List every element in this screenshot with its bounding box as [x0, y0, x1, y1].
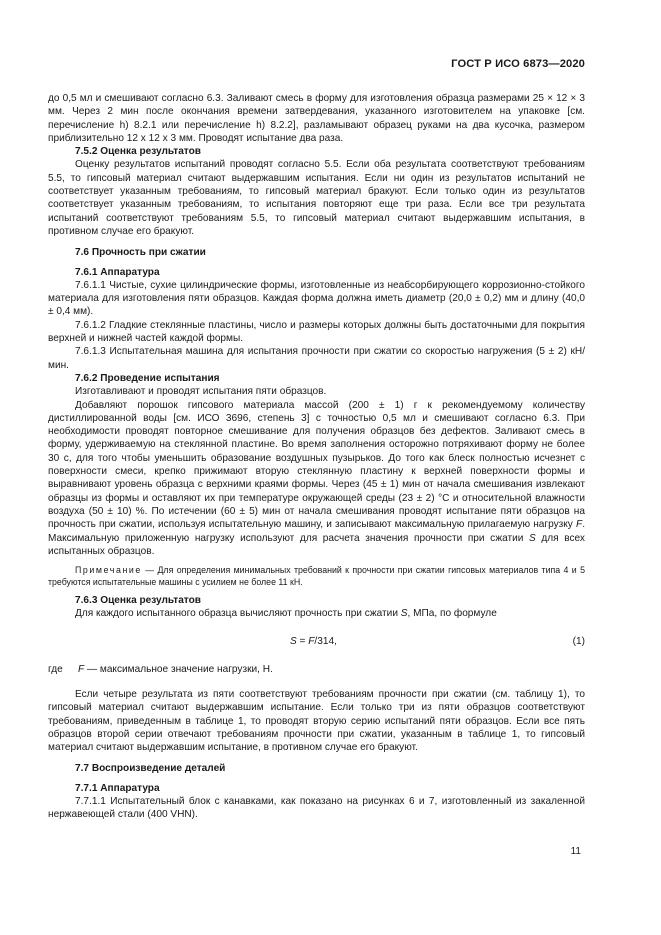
section-heading-7-6-1: 7.6.1 Аппаратура: [75, 266, 160, 278]
text-run: Для каждого испытанного образца вычисляют прочность при сжатии: [75, 608, 398, 620]
text-run: Добавляют порошок гипсового материала массой (200 ± 1) г к рекомендуемому количеству дистиллированной воды [см. ИСО 3696, степень 3] с точностью 0,5 мл и смешивают согласно 6.3. При необходимости проводят повторное смешивание для получения образцов без дефектов. Заливают смесь в форму, удерживаемую на стеклянной пластине. Во время заполнения осторожно потряхивают форму не более 30 с, для того чтобы уменьшить образование воздушных пузырьков. До того как блеск полностью исчезнет с поверхности смеси, крепко прижимают вторую стеклянную пластину к верхней поверхности формы и выравнивают уровень образца с верхними краями формы. Через (45 ± 1) мин от начала смешивания извлекают образцы из формы и оставляют их при температуре окружающей среды (23 ± 2) °С и относительной влажности воздуха (50 ± 10) %. По истечении (60 ± 5) мин от начала смешивания проводят испытание пяти образцов на прочность при сжатии, используя испытательную машину, и записывают максимальную прилагаемую нагрузку: [48, 399, 585, 531]
text-run: , МПа, по формуле: [407, 608, 497, 620]
formula-var-F: F: [308, 635, 315, 647]
where-variable: F: [78, 663, 85, 675]
section-heading-7-6-2: 7.6.2 Проведение испытания: [75, 372, 220, 384]
paragraph-procedure: [48, 399, 585, 559]
variable-F: F: [576, 519, 583, 531]
section-heading-7-7: 7.7 Воспроизведение деталей: [75, 763, 226, 775]
variable-S: S: [400, 608, 408, 620]
text-run: для всех испытанных образцов.: [48, 532, 585, 557]
paragraph: до 0,5 мл и смешивают согласно 6.3. Заливают смесь в форму для изготовления образца размерами 25 × 12 × 3 мм. Через 2 мин после окончания времени затвердевания, указанного изготовителем на упаковке [см. перечисление h) 8.2.1 или перечисление h) 8.2.2], разламывают образец руками на два кусочка, размером приблизительно 12 х 12 х 3 мм. Проводят испытание два раза.: [48, 93, 585, 144]
paragraph: Оценку результатов испытаний проводят согласно 5.5. Если оба результата соответствуют требованиям 5.5, то гипсовый материал считают выдержавшим испытания. Если ни один из результатов испытаний не соответствует указанным требованиям, то гипсовый материал бракуют. Если только один из результатов соответствует указанным требованиям, то испытания повторяют еще три раза. Если все три результата испытаний соответствуют требованиям 5.5, то гипсовый материал считают выдержавшим испытания, в противном случае его бракуют.: [48, 159, 585, 237]
section-heading-7-7-1: 7.7.1 Аппаратура: [75, 782, 160, 794]
where-text: — максимальное значение нагрузки, Н.: [84, 663, 273, 675]
standard-designation: ГОСТ Р ИСО 6873—2020: [451, 58, 585, 70]
clause-7-6-1-3: 7.6.1.3 Испытательная машина для испытания прочности при сжатии со скоростью нагружения (5 ± 2) кН/мин.: [48, 346, 585, 371]
formula-legend: [48, 663, 585, 676]
text-run: . Максимальную приложенную нагрузку используют для расчета значения прочности при сжатии: [48, 519, 585, 544]
formula-1: [48, 635, 585, 649]
note: [48, 564, 585, 588]
section-heading-7-6: 7.6 Прочность при сжатии: [75, 247, 206, 259]
formula-divisor: /314,: [314, 635, 337, 647]
formula-equals: =: [296, 635, 309, 647]
section-heading-7-5-2: 7.5.2 Оценка результатов: [75, 146, 201, 158]
paragraph: Если четыре результата из пяти соответствуют требованиям прочности при сжатии (см. таблицу 1), то гипсовый материал считают выдержавшим испытание. Если только три из пяти образцов соответствуют требованиям, приведенным в таблице 1, то проводят вторую серию испытаний пяти образцов. Если все пять образцов второй серии отвечают требованиям прочности при сжатии, указанным в таблице 1, то гипсовый материал считают выдержавшим испытание, в противном случае его бракуют.: [48, 688, 585, 754]
page-number: 11: [570, 846, 581, 857]
section-heading-7-6-3: 7.6.3 Оценка результатов: [75, 595, 201, 607]
note-text: — Для определения минимальных требований к прочности при сжатии гипсовых материалов типа 4 и 5 требуются испытательные машины с усилием не более 11 кН.: [48, 565, 585, 588]
document-body: [48, 92, 585, 822]
paragraph: [48, 607, 585, 620]
clause-7-6-1-1: 7.6.1.1 Чистые, сухие цилиндрические формы, изготовленные из неабсорбирующего коррозионно-стойкого материала для изготовления пяти образцов. Каждая форма должна иметь диаметр (20,0 ± 0,2) мм и длину (40,0 ± 0,4 мм).: [48, 279, 585, 318]
clause-7-7-1-1: 7.7.1.1 Испытательный блок с канавками, как показано на рисунках 6 и 7, изготовленный из закаленной нержавеющей стали (400 VHN).: [48, 796, 585, 821]
formula-expression: [290, 635, 337, 648]
variable-S: S: [529, 532, 536, 544]
formula-number: (1): [572, 635, 585, 647]
paragraph: Изготавливают и проводят испытания пяти образцов.: [75, 386, 327, 398]
formula-var-S: S: [290, 635, 297, 647]
note-label: Примечание: [75, 565, 142, 576]
clause-7-6-1-2: 7.6.1.2 Гладкие стеклянные пластины, число и размеры которых должны быть достаточными для покрытия верхней и нижней частей каждой формы.: [48, 319, 585, 345]
where-label: где: [48, 663, 63, 675]
